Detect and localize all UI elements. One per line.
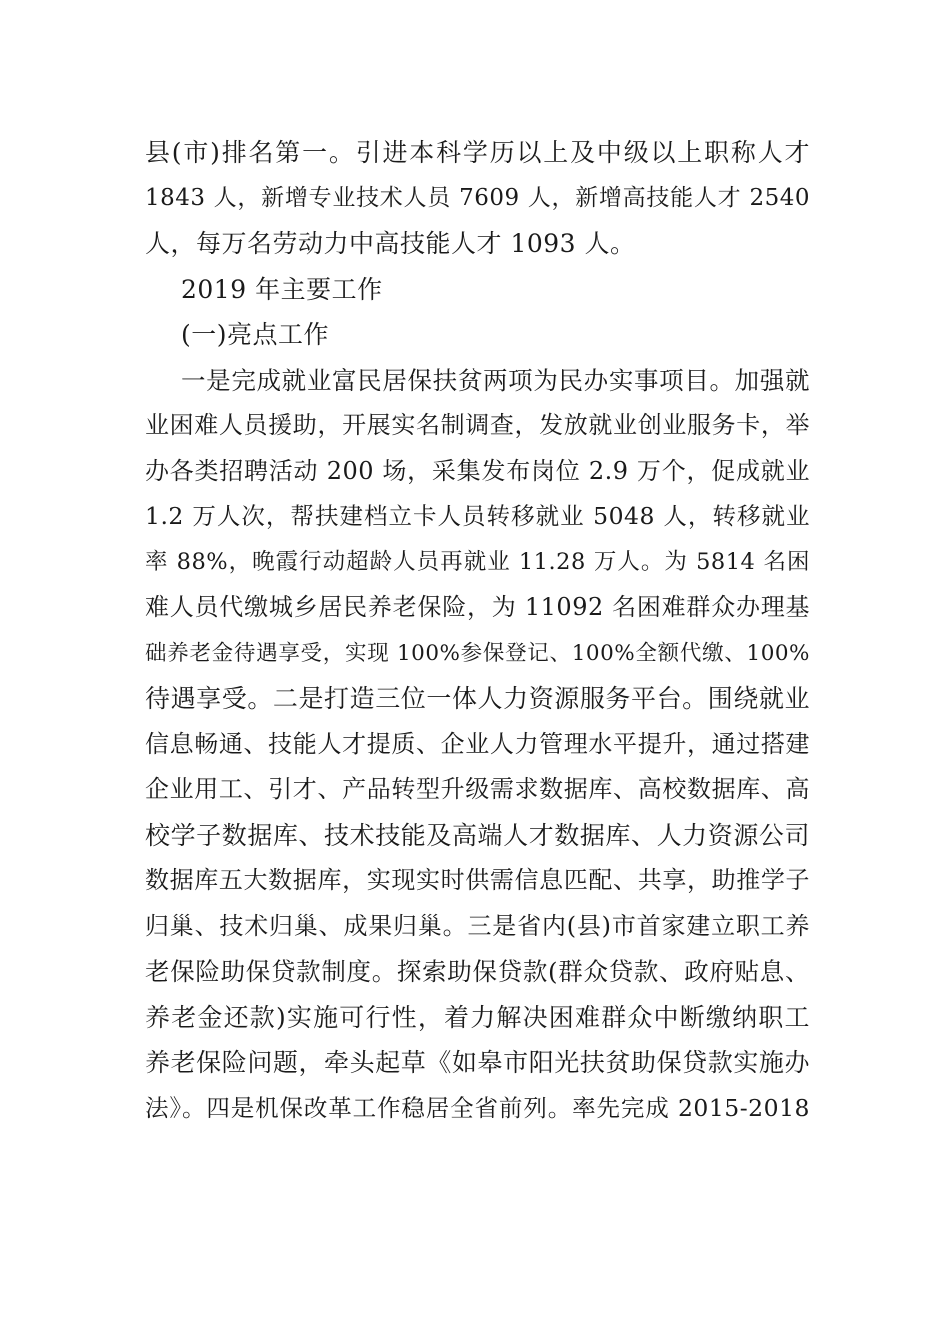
document-body bbox=[145, 130, 810, 1131]
text-line: 养老保险问题，牵头起草《如皋市阳光扶贫助保贷款实施办 bbox=[145, 1048, 810, 1077]
text-line: 归巢、技术归巢、成果归巢。三是省内(县)市首家建立职工养 bbox=[145, 911, 810, 940]
text-line: 1.2 万人次，帮扶建档立卡人员转移就业 5048 人，转移就业 bbox=[145, 502, 810, 530]
text-line: 人，每万名劳动力中高技能人才 1093 人。 bbox=[145, 229, 636, 258]
text-line: 县(市)排名第一。引进本科学历以上及中级以上职称人才 bbox=[145, 138, 810, 167]
text-line: 企业用工、引才、产品转型升级需求数据库、高校数据库、高 bbox=[145, 775, 810, 803]
text-line: 校学子数据库、技术技能及高端人才数据库、人力资源公司 bbox=[145, 820, 810, 850]
text-line: 办各类招聘活动 200 场，采集发布岗位 2.9 万个，促成就业 bbox=[145, 456, 810, 485]
text-line: 1843 人，新增专业技术人员 7609 人，新增高技能人才 2540 bbox=[145, 184, 810, 211]
text-line: 信息畅通、技能人才提质、企业人力管理水平提升，通过搭建 bbox=[145, 729, 810, 758]
text-line: 数据库五大数据库，实现实时供需信息匹配、共享，助推学子 bbox=[145, 866, 810, 894]
text-line: 础养老金待遇享受，实现 100%参保登记、100%全额代缴、100% bbox=[145, 640, 810, 666]
section-heading: 2019 年主要工作 bbox=[181, 274, 383, 304]
text-line: 养老金还款)实施可行性，着力解决困难群众中断缴纳职工 bbox=[145, 1002, 810, 1032]
text-line: 难人员代缴城乡居民养老保险，为 11092 名困难群众办理基 bbox=[145, 593, 810, 621]
text-line: 业困难人员援助，开展实名制调查，发放就业创业服务卡，举 bbox=[145, 411, 810, 439]
text-line: 率 88%，晚霞行动超龄人员再就业 11.28 万人。为 5814 名困 bbox=[145, 548, 810, 575]
text-line: 老保险助保贷款制度。探索助保贷款(群众贷款、政府贴息、 bbox=[145, 957, 810, 986]
text-line: 待遇享受。二是打造三位一体人力资源服务平台。围绕就业 bbox=[145, 684, 810, 713]
text-line: 法》。四是机保改革工作稳居全省前列。率先完成 2015-2018 bbox=[145, 1093, 810, 1122]
paragraph-first-line: 一是完成就业富民居保扶贫两项为民办实事项目。加强就 bbox=[181, 365, 810, 395]
subsection-heading: (一)亮点工作 bbox=[181, 320, 330, 349]
